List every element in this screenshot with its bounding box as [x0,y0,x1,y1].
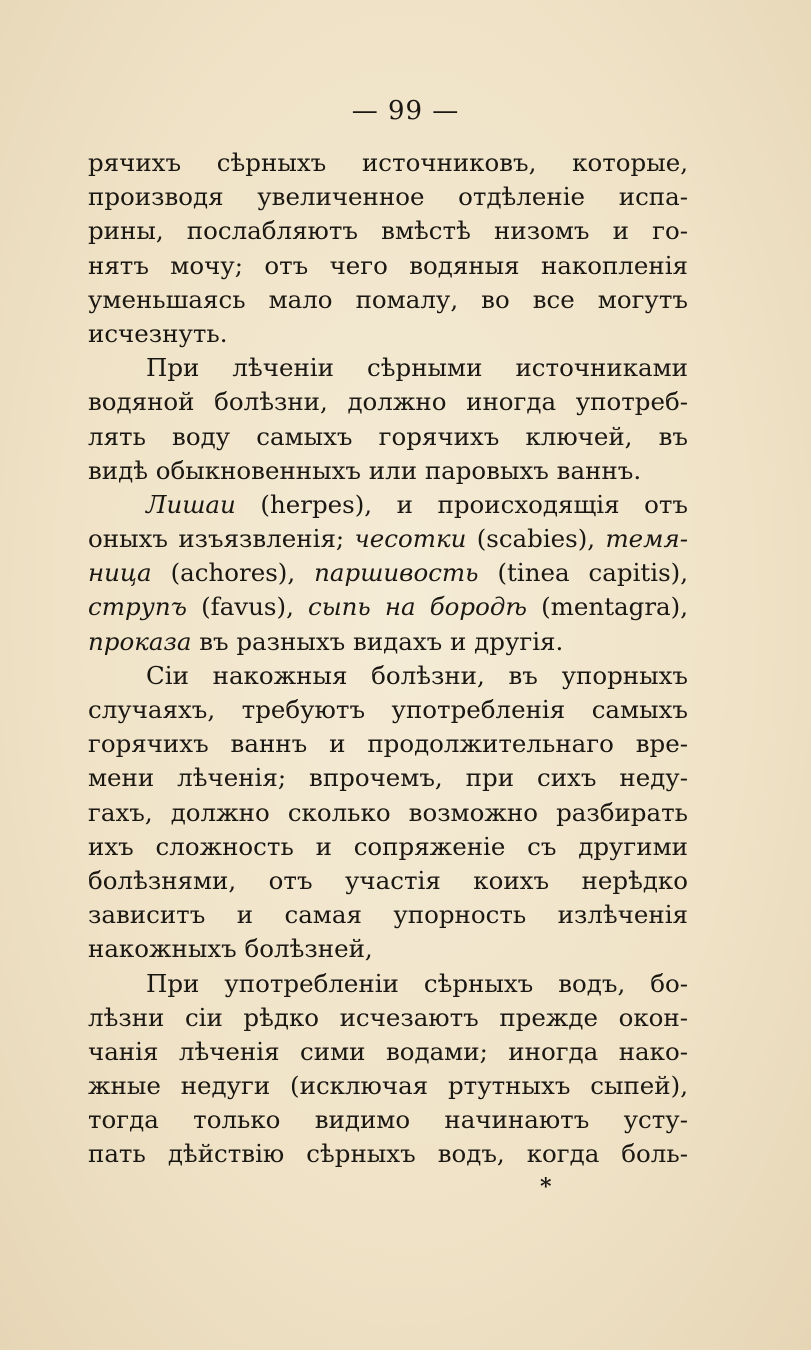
text-line: зависитъ и самая упорность излѣченія [88,900,688,930]
text-line: мени лѣченія; впрочемъ, при сихъ неду- [88,763,688,793]
text-line: При лѣченіи сѣрными источниками [146,353,688,383]
text-line: жные недуги (исключая ртутныхъ сыпей), [88,1071,688,1101]
term-italic: струпъ [88,592,187,622]
text-line: нятъ мочу; отъ чего водяныя накопленія [88,250,688,280]
text-line: накожныхъ болѣзней, [88,934,373,964]
text-line: лѣзни сіи рѣдко исчезаютъ прежде окон- [88,1002,688,1032]
signature-mark: * [540,1174,552,1200]
body-text [88,146,688,1172]
text-line: При употребленіи сѣрныхъ водъ, бо- [146,968,688,998]
term-italic: Лишаи [146,489,236,519]
text-line: рячихъ сѣрныхъ источниковъ, которые, [88,148,688,177]
text-line: горячихъ ваннъ и продолжительнаго вре- [88,729,688,759]
text-line: струпъ (favus), сыпь на бородѣ (mentagra), [88,592,688,622]
term-italic: чесотки [354,524,467,554]
text-line: исчезнуть. [88,318,228,348]
text-line: ница (achores), паршивость (tinea capitis), [88,558,688,588]
text-line: проказа въ разныхъ видахъ и другія. [88,626,564,656]
text-line: ихъ сложность и сопряженіе съ другими [88,831,688,861]
text-line: видѣ обыкновенныхъ или паровыхъ ваннъ. [88,455,642,485]
text-line: гахъ, должно сколько возможно разбирать [88,797,688,827]
text-line: уменьшаясь мало помалу, во все могутъ [88,284,688,314]
text-line: пать дѣйствію сѣрныхъ водъ, когда боль- [88,1139,688,1169]
text-line: Сіи накожныя болѣзни, въ упорныхъ [146,660,688,690]
text-line: водяной болѣзни, должно иногда употреб- [88,387,688,417]
text-line: болѣзнями, отъ участія коихъ нерѣдко [88,865,688,895]
text-line: случаяхъ, требуютъ употребленія самыхъ [88,695,688,724]
term-italic: ница [88,558,152,588]
text-line: рины, послабляютъ вмѣстѣ низомъ и го- [88,216,688,246]
term-italic: проказа [88,626,192,656]
text-line: производя увеличенное отдѣленіе испа- [88,182,688,212]
text-line: лять воду самыхъ горячихъ ключей, въ [88,421,688,451]
term-italic: темя- [605,524,688,554]
text-line: Лишаи (herpes), и происходящія отъ [146,489,688,519]
term-italic: сыпь на бородѣ [307,592,528,622]
term-italic: паршивость [314,558,479,588]
text-line: тогда только видимо начинаютъ усту- [88,1105,688,1135]
text-line: чанія лѣченія сими водами; иногда нако- [88,1036,688,1066]
page-number: — 99 — [351,96,460,126]
text-line: оныхъ изъязвленія; чесотки (scabies), темя- [88,524,688,554]
